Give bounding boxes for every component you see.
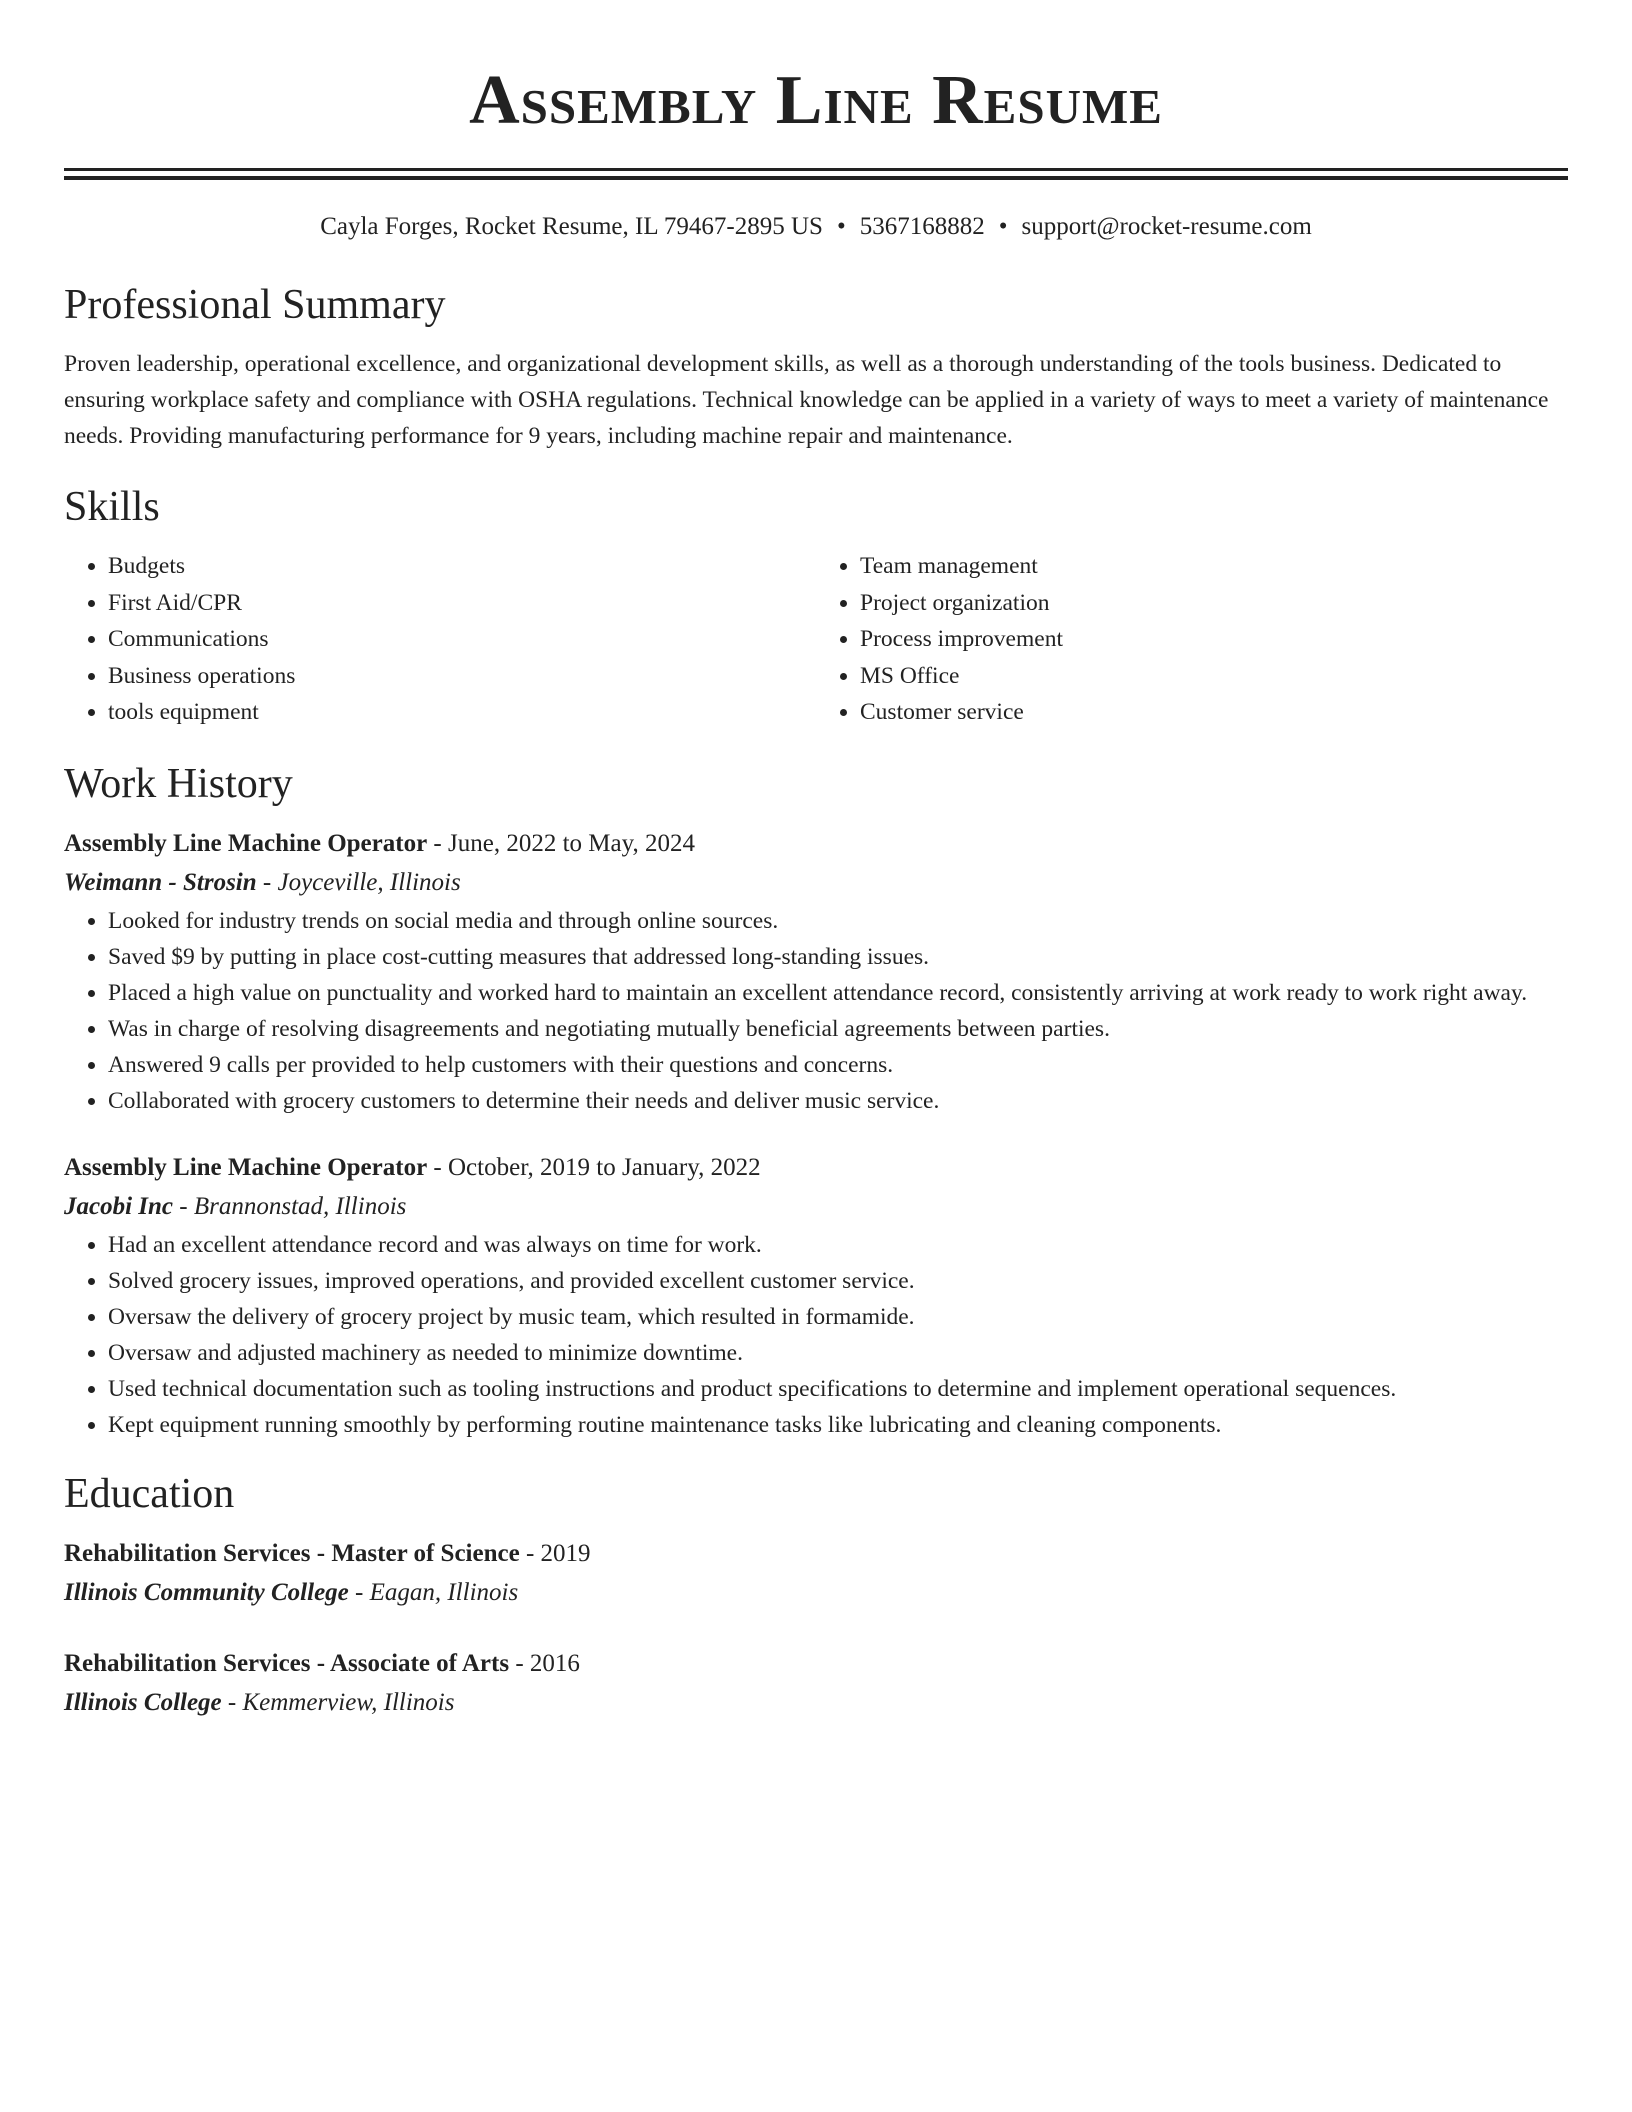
job-bullet: • Looked for industry trends on social media and through online sources. bbox=[108, 903, 1568, 939]
contact-email: support@rocket-resume.com bbox=[1021, 213, 1312, 240]
job-bullet: • Kept equipment running smoothly by performing routine maintenance tasks like lubricating and cleaning components. bbox=[108, 1407, 1568, 1443]
skill-item: • Communications bbox=[108, 621, 816, 658]
education-section bbox=[64, 1469, 1568, 1723]
job-bullet: • Had an excellent attendance record and was always on time for work. bbox=[108, 1227, 1568, 1263]
skills-heading: Skills bbox=[64, 484, 160, 530]
job-location: - Joyceville, Illinois bbox=[256, 868, 461, 896]
school-line bbox=[64, 1573, 1568, 1613]
skill-item: • Customer service bbox=[860, 694, 1568, 731]
job-bullets bbox=[64, 903, 1568, 1119]
education-entry bbox=[64, 1645, 1568, 1723]
job-dates: - June, 2022 to May, 2024 bbox=[427, 829, 695, 857]
skills-section bbox=[64, 482, 1568, 731]
summary-section bbox=[64, 280, 1568, 454]
job-title-line bbox=[64, 1149, 1568, 1187]
skill-item: • Budgets bbox=[108, 548, 816, 585]
summary-heading: Professional Summary bbox=[64, 282, 446, 328]
skill-item: • Process improvement bbox=[860, 621, 1568, 658]
contact-phone: 5367168882 bbox=[859, 213, 985, 240]
job-title-line bbox=[64, 825, 1568, 863]
job-bullet: • Saved $9 by putting in place cost-cutting measures that addressed long-standing issues. bbox=[108, 939, 1568, 975]
degree: Rehabilitation Services - Associate of Arts bbox=[64, 1649, 510, 1677]
job-title: Assembly Line Machine Operator bbox=[64, 829, 428, 857]
job-company: Weimann - Strosin bbox=[64, 868, 257, 896]
school: Illinois College bbox=[64, 1688, 222, 1716]
job-bullet: • Oversaw the delivery of grocery project by music team, which resulted in formamide. bbox=[108, 1299, 1568, 1335]
job-bullet: • Solved grocery issues, improved operations, and provided excellent customer service. bbox=[108, 1263, 1568, 1299]
degree: Rehabilitation Services - Master of Science bbox=[64, 1539, 520, 1567]
school-location: - Eagan, Illinois bbox=[348, 1578, 519, 1606]
job-bullet: • Answered 9 calls per provided to help customers with their questions and concerns. bbox=[108, 1047, 1568, 1083]
job-bullet: • Was in charge of resolving disagreements and negotiating mutually beneficial agreements between parties. bbox=[108, 1011, 1568, 1047]
job-entry bbox=[64, 825, 1568, 1119]
skill-item: • Business operations bbox=[108, 658, 816, 695]
job-company: Jacobi Inc bbox=[64, 1192, 174, 1220]
degree-line bbox=[64, 1535, 1568, 1573]
school-location: - Kemmerview, Illinois bbox=[221, 1688, 455, 1716]
work-history-heading: Work History bbox=[64, 760, 293, 807]
job-dates: - October, 2019 to January, 2022 bbox=[427, 1153, 761, 1181]
contact-line bbox=[64, 210, 1568, 244]
resume-title: Assembly Line Resume bbox=[469, 62, 1163, 139]
degree-year: - 2016 bbox=[509, 1649, 580, 1677]
job-entry bbox=[64, 1149, 1568, 1443]
contact-address: Cayla Forges, Rocket Resume, IL 79467-2895 US bbox=[320, 213, 823, 240]
school: Illinois Community College bbox=[64, 1578, 349, 1606]
job-location: - Brannonstad, Illinois bbox=[173, 1192, 407, 1220]
skill-item: • tools equipment bbox=[108, 694, 816, 731]
skill-item: • Team management bbox=[860, 548, 1568, 585]
contact-separator: • bbox=[998, 213, 1008, 240]
title-divider bbox=[64, 168, 1568, 180]
skills-columns bbox=[64, 548, 1568, 731]
job-bullet: • Placed a high value on punctuality and worked hard to maintain an excellent attendance record, consistently arriving at work ready to work right away. bbox=[108, 975, 1568, 1011]
skill-item: • Project organization bbox=[860, 585, 1568, 622]
job-bullet: • Collaborated with grocery customers to determine their needs and deliver music service. bbox=[108, 1083, 1568, 1119]
job-bullet: • Oversaw and adjusted machinery as needed to minimize downtime. bbox=[108, 1335, 1568, 1371]
skills-list-left bbox=[64, 548, 816, 731]
school-line bbox=[64, 1683, 1568, 1723]
job-bullet: • Used technical documentation such as tooling instructions and product specifications to determine and implement operational sequences. bbox=[108, 1371, 1568, 1407]
skill-item: • MS Office bbox=[860, 658, 1568, 695]
degree-year: - 2019 bbox=[519, 1539, 591, 1567]
contact-separator: • bbox=[836, 213, 846, 240]
summary-text: Proven leadership, operational excellence, and organizational development skills, as well as a thorough understanding of the tools business. Dedicated to ensuring workplace safety and compliance with OSHA regulations. Technical knowledge can be applied in a variety of ways to meet a variety of maintenance needs. Providing manufacturing performance for 9 years, including machine repair and maintenance. bbox=[64, 351, 1549, 449]
job-title: Assembly Line Machine Operator bbox=[64, 1153, 428, 1181]
job-bullets bbox=[64, 1227, 1568, 1443]
degree-line bbox=[64, 1645, 1568, 1683]
skills-list-right bbox=[816, 548, 1568, 731]
education-heading: Education bbox=[64, 1470, 235, 1517]
job-company-line bbox=[64, 1187, 1568, 1227]
skill-item: • First Aid/CPR bbox=[108, 585, 816, 622]
work-history-section bbox=[64, 759, 1568, 1443]
education-entry bbox=[64, 1535, 1568, 1613]
job-company-line bbox=[64, 863, 1568, 903]
